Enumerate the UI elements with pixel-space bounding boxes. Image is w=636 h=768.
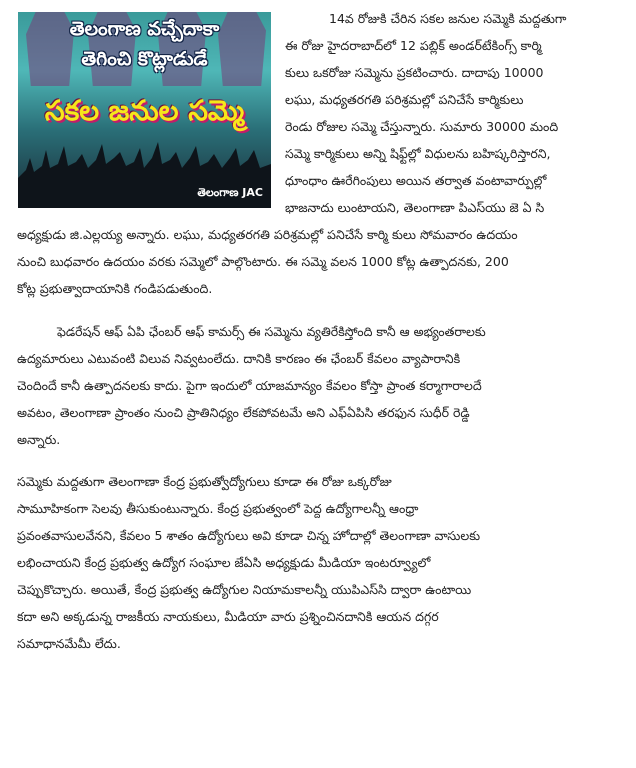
text-line: చెప్పుకొచ్చారు. అయితే, కేంద్ర ప్రభుత్వ ఉద్యోగుల నియామకాలన్నీ యుపిఎస్‌సి ద్వారా ఉంటాయి	[17, 582, 472, 597]
text-line: సమాధానమేమీ లేదు.	[17, 636, 121, 651]
text-line: కోట్ల ప్రభుత్వాదాయానికి గండిపడుతుంది.	[17, 281, 213, 296]
paragraph-3	[17, 468, 619, 657]
banner-line-2: తెగించి కొట్లాడుడే	[81, 48, 208, 70]
text-line: లఘు, మధ్యతరగతి పరిశ్రమల్లో పనిచేసే కార్మికులు	[285, 92, 524, 107]
text-line: సమ్మె కార్మికులు అన్ని షిఫ్ట్‌ల్లో విధులను బహిష్కరిస్తారని,	[285, 146, 551, 161]
text-line: సామూహికంగా సెలవు తీసుకుంటున్నారు. కేంద్ర ప్రభుత్వంలో పెద్ద ఉద్యోగాలన్నీ ఆంధ్రా	[17, 501, 419, 516]
text-line: అధ్యక్షుడు జి.ఎల్లయ్య అన్నారు. లఘు, మధ్యతరగతి పరిశ్రమల్లో పనిచేసే కార్మి కులు సోమవారం ఉదయం	[17, 227, 518, 242]
paragraph-1-continued	[17, 221, 619, 302]
text-line: కదా అని అక్కడున్న రాజకీయ నాయకులు, మీడియా వారు ప్రశ్నించినదానికి ఆయన దగ్గర	[17, 609, 439, 624]
banner-line-1: తెలంగాణ వచ్చేదాకా	[69, 18, 220, 40]
text-line: నుంచి బుధవారం ఉదయం వరకు సమ్మెలో పాల్గొంటారు. ఈ సమ్మె వలన 1000 కోట్ల ఉత్పాదనకు, 200	[17, 254, 509, 269]
text-line: ధూంధాం ఊరేగింపులు అయిన తర్వాత వంటావార్పుల్లో	[285, 173, 547, 188]
text-line: చెందిందే కానీ ఉత్పాదనలకు కాదు. పైగా ఇందులో యాజమాన్యం కేవలం కోస్తా ప్రాంత కర్మాగారాలదే	[17, 378, 482, 393]
banner-headline: సకల జనుల సమ్మె	[44, 94, 245, 127]
text-line: ఉద్యమారులు ఎటువంటి విలువ నివ్వటంలేదు. దానికి కారణం ఈ ఛేంబర్ కేవలం వ్యాపారానికి	[17, 351, 461, 366]
text-line: కులు ఒకరోజు సమ్మెను ప్రకటించారు. దాదాపు 10000	[285, 65, 544, 80]
text-line: 14వ రోజుకి చేరిన సకల జనుల సమ్మెకి మద్దతుగా	[329, 11, 567, 26]
sakala-janula-samme-banner	[18, 12, 271, 208]
text-line: సమ్మెకు మద్దతుగా తెలంగాణా కేంద్ర ప్రభుత్వోద్యోగులు కూడా ఈ రోజు ఒక్కరోజు	[17, 474, 392, 489]
paragraph-1-wrapped	[285, 5, 625, 221]
text-line: అన్నారు.	[17, 432, 61, 447]
text-line: లభించాయని కేంద్ర ప్రభుత్వ ఉద్యోగ సంఘాల జేఏసి అధ్యక్షుడు మీడియా ఇంటర్వ్యూలో	[17, 555, 431, 570]
text-line: భాజనాదు లుంటాయని, తెలంగాణా పిఎస్‌యు జె ఏ సి	[285, 200, 545, 215]
text-line: ఫెడరేషన్ ఆఫ్ ఏపి ఛేంబర్ ఆఫ్ కామర్స్ ఈ సమ్మెను వ్యతిరేకిస్తోంది కానీ ఆ అభ్యంతరాలకు	[57, 324, 486, 339]
text-line: అవటం, తెలంగాణా ప్రాంతం నుంచి ప్రాతినిధ్యం లేకపోవటమే అని ఎఫ్ఏపిసి తరఫున సుధీర్ రెడ్డి	[17, 405, 470, 420]
paragraph-2	[17, 318, 619, 453]
text-line: రెండు రోజుల సమ్మె చేస్తున్నారు. సుమారు 30000 మంది	[285, 119, 559, 134]
text-line: ఈ రోజు హైదరాబాద్‌లో 12 పబ్లిక్ అండర్‌టేకింగ్స్ కార్మి	[285, 38, 542, 53]
text-line: ప్రవంతవాసులవేనని, కేవలం 5 శాతం ఉద్యోగులు అవి కూడా చిన్న హోదాల్లో తెలంగాణా వాసులకు	[17, 528, 481, 543]
telangana-jac-label: తెలంగాణ JAC	[197, 186, 263, 199]
